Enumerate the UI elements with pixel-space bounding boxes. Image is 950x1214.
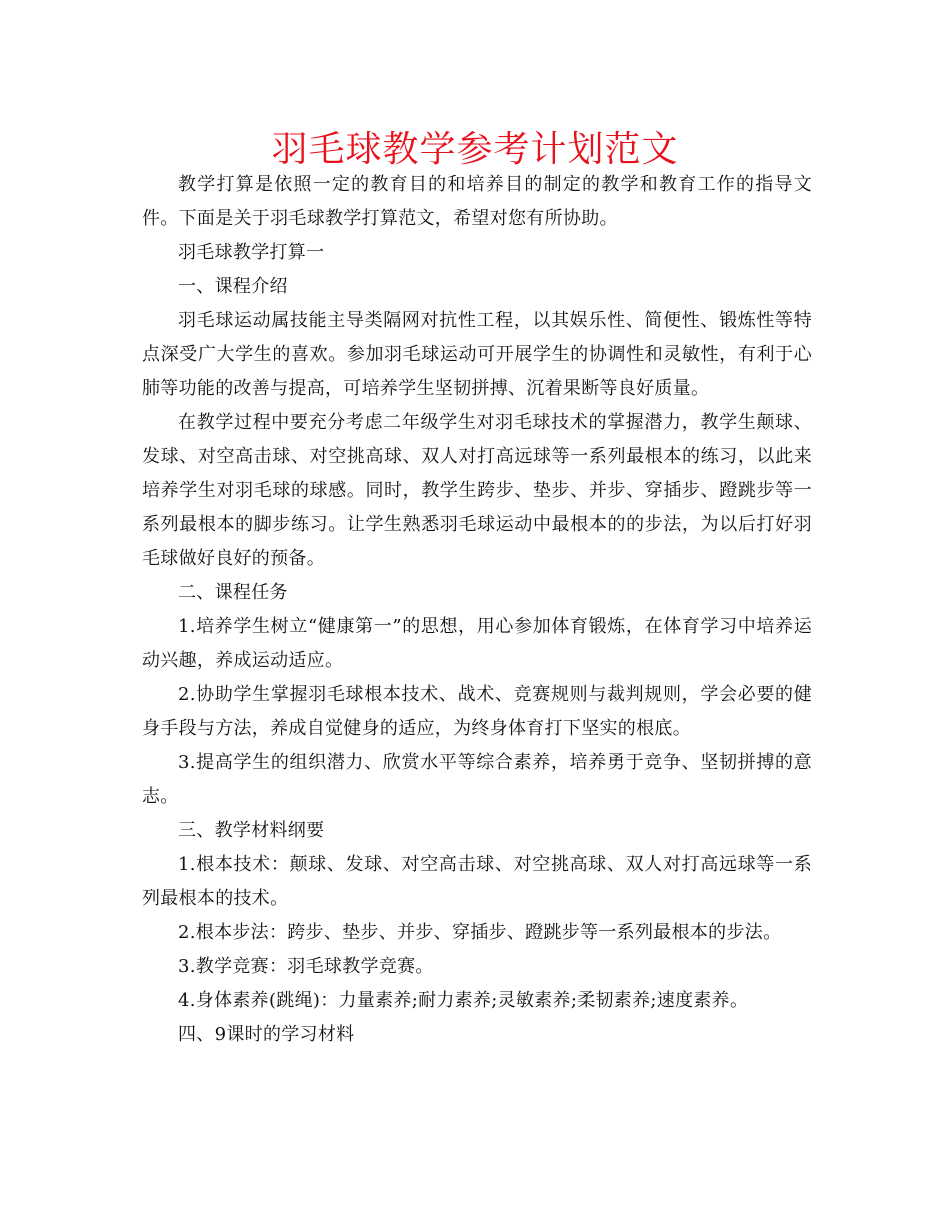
body-paragraph: 羽毛球运动属技能主导类隔网对抗性工程，以其娱乐性、简便性、锻炼性等特点深受广大学生的喜欢。参加羽毛球运动可开展学生的协调性和灵敏性，有利于心肺等功能的改善与提高，可培养学生坚韧拼搏、沉着果断等良好质量。 xyxy=(142,310,812,399)
list-item: 4.身体素养(跳绳)：力量素养;耐力素养;灵敏素养;柔韧素养;速度素养。 xyxy=(178,990,749,1011)
list-item: 1.根本技术：颠球、发球、对空高击球、对空挑高球、双人对打高远球等一系列最根本的技术。 xyxy=(142,854,812,909)
list-item: 2.协助学生掌握羽毛球根本技术、战术、竞赛规则与裁判规则，学会必要的健身手段与方法，养成自觉健身的适应，为终身体育打下坚实的根底。 xyxy=(142,684,812,739)
list-item: 1.培养学生树立“健康第一”的思想，用心参加体育锻炼，在体育学习中培养运动兴趣，养成运动适应。 xyxy=(142,616,812,671)
list-item: 2.根本步法：跨步、垫步、并步、穿插步、蹬跳步等一系列最根本的步法。 xyxy=(178,922,782,943)
section-heading-teaching-materials: 三、教学材料纲要 xyxy=(178,820,325,841)
document-title: 羽毛球教学参考计划范文 xyxy=(271,129,679,170)
section-heading-lesson-materials: 四、9课时的学习材料 xyxy=(178,1024,355,1045)
intro-paragraph: 教学打算是依照一定的教育目的和培养目的制定的教学和教育工作的指导文件。下面是关于羽毛球教学打算范文，希望对您有所协助。 xyxy=(142,174,812,229)
document-body xyxy=(142,168,812,1052)
list-item: 3.提高学生的组织潜力、欣赏水平等综合素养，培养勇于竞争、坚韧拼搏的意志。 xyxy=(142,752,812,807)
list-item: 3.教学竞赛：羽毛球教学竞赛。 xyxy=(178,956,434,977)
body-paragraph: 在教学过程中要充分考虑二年级学生对羽毛球技术的掌握潜力，教学生颠球、发球、对空高击球、对空挑高球、双人对打高远球等一系列最根本的练习，以此来培养学生对羽毛球的球感。同时，教学生跨步、垫步、并步、穿插步、蹬跳步等一系列最根本的脚步练习。让学生熟悉羽毛球运动中最根本的的步法，为以后打好羽毛球做好良好的预备。 xyxy=(142,412,812,569)
section-heading-course-intro: 一、课程介绍 xyxy=(178,276,288,297)
section-heading-course-tasks: 二、课程任务 xyxy=(178,582,288,603)
plan-heading: 羽毛球教学打算一 xyxy=(178,242,325,263)
